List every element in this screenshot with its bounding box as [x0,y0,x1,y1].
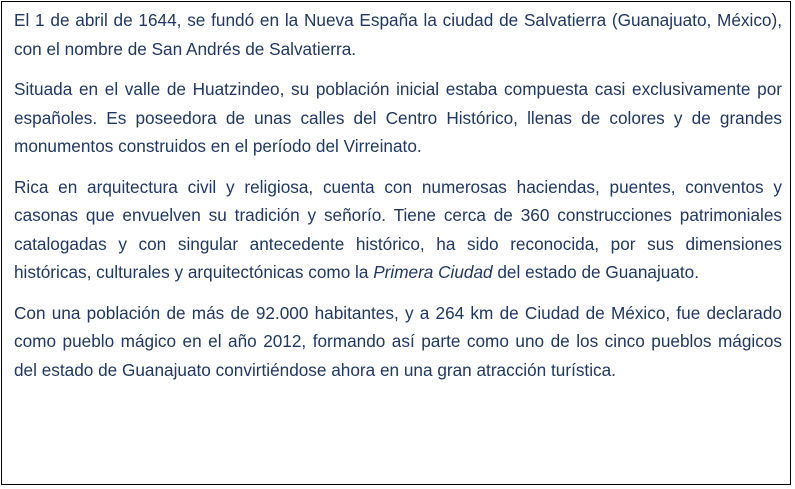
architecture-text-end: del estado de Guanajuato. [492,262,700,282]
text-box [1,1,791,485]
document-body [14,6,782,384]
primera-ciudad-emphasis: Primera Ciudad [373,262,493,282]
paragraph-founding: El 1 de abril de 1644, se fundó en la Nueva España la ciudad de Salvatierra (Guanajuato, México), con el nombre de San Andrés de Salvatierra. [14,10,782,59]
paragraph-location: Situada en el valle de Huatzindeo, su población inicial estaba compuesta casi exclusivamente por españoles. Es poseedora de unas calles del Centro Histórico, llenas de colores y de grandes monumentos construidos en el período del Virreinato. [14,79,782,156]
paragraph-population: Con una población de más de 92.000 habitantes, y a 264 km de Ciudad de México, fue declarado como pueblo mágico en el año 2012, formando así parte como uno de los cinco pueblos mágicos del estado de Guanajuato convirtiéndose ahora en una gran atracción turística. [14,302,782,380]
paragraph-architecture [14,173,782,287]
architecture-text-start: Rica en arquitectura civil y religiosa, cuenta con numerosas haciendas, puentes, conventos y casonas que envuelven su tradición y señorío. Tiene cerca de 360 construcciones patrimoniales catalogadas y con singular antecedente histórico, ha sido reconocida, por sus dimensiones históricas, culturales y arquitectónicas como la [14,176,782,282]
